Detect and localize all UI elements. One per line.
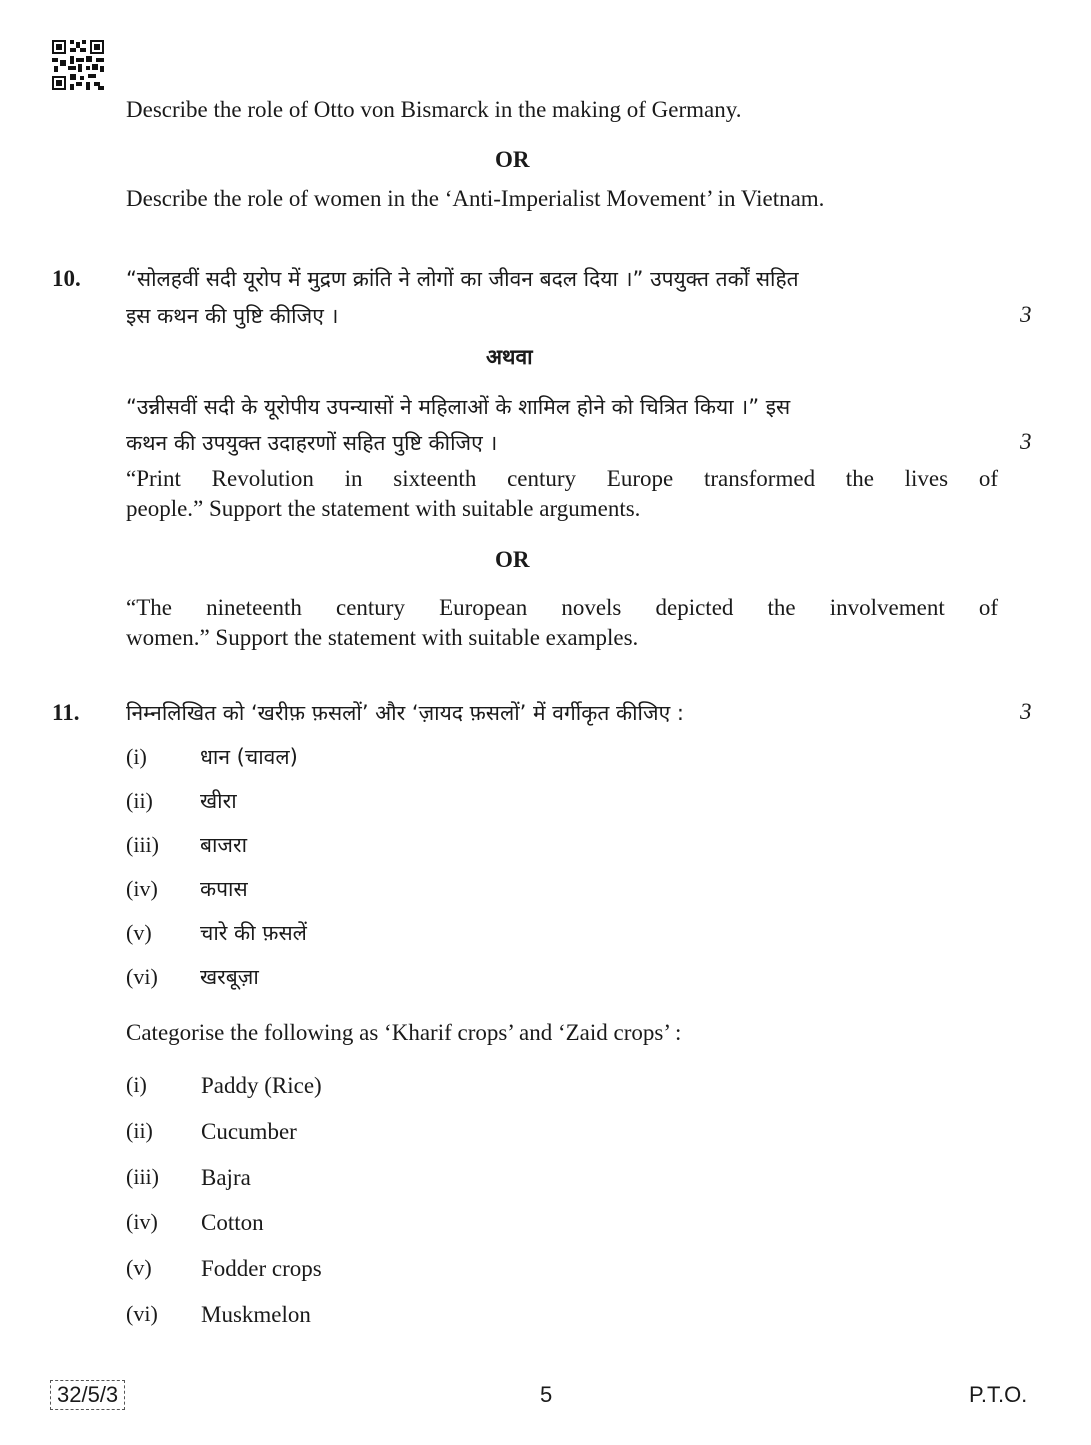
hindi-item-label: (i): [126, 744, 147, 769]
q10-marks-alt: 3: [1020, 429, 1032, 454]
q10-hindi-or: अथवा: [486, 345, 533, 369]
hindi-item-text: बाजरा: [200, 833, 248, 857]
english-item-text: Paddy (Rice): [201, 1073, 322, 1098]
hindi-item-text: खरबूज़ा: [200, 965, 259, 989]
page-number: 5: [540, 1382, 553, 1407]
english-item-label: (i): [126, 1072, 147, 1097]
qr-code-icon: [52, 40, 104, 90]
q9-or: OR: [495, 147, 530, 172]
english-item-text: Cucumber: [201, 1119, 297, 1144]
q10-hindi-line2: इस कथन की पुष्टि कीजिए ।: [126, 304, 339, 328]
english-item-text: Cotton: [201, 1210, 264, 1235]
english-item-text: Bajra: [201, 1165, 251, 1190]
q10-or: OR: [495, 547, 530, 572]
q10-english-line1: “Print Revolution in sixteenth century Europe transformed the lives of: [126, 466, 998, 491]
q10-hindi-alt-line2: कथन की उपयुक्त उदाहरणों सहित पुष्टि कीजिए ।: [126, 431, 498, 455]
english-item-label: (vi): [126, 1301, 158, 1326]
english-item-label: (v): [126, 1255, 152, 1280]
hindi-item-label: (iv): [126, 876, 158, 901]
q10-number: 10.: [52, 266, 81, 291]
english-item-text: Muskmelon: [201, 1302, 311, 1327]
pto-label: P.T.O.: [969, 1382, 1028, 1407]
hindi-item-text: धान (चावल): [200, 745, 298, 769]
hindi-item-label: (iii): [126, 832, 159, 857]
q11-number: 11.: [52, 700, 80, 725]
hindi-item-text: खीरा: [200, 789, 237, 813]
q10-english-line2: people.” Support the statement with suitable arguments.: [126, 496, 641, 521]
paper-code: 32/5/3: [50, 1380, 125, 1410]
q9-question: Describe the role of Otto von Bismarck in the making of Germany.: [126, 97, 742, 122]
q9-alt-question: Describe the role of women in the ‘Anti-Imperialist Movement’ in Vietnam.: [126, 186, 825, 211]
q11-marks: 3: [1020, 699, 1032, 724]
english-item-text: Fodder crops: [201, 1256, 322, 1281]
q10-hindi-line1: “सोलहवीं सदी यूरोप में मुद्रण क्रांति ने लोगों का जीवन बदल दिया ।” उपयुक्त तर्कों सहित: [126, 267, 799, 291]
q11-english-prompt: Categorise the following as ‘Kharif crops’ and ‘Zaid crops’ :: [126, 1020, 682, 1045]
q10-hindi-alt-line1: “उन्नीसवीं सदी के यूरोपीय उपन्यासों ने महिलाओं के शामिल होने को चित्रित किया ।” इस: [126, 395, 791, 419]
q10-english-alt-line2: women.” Support the statement with suitable examples.: [126, 625, 639, 650]
q11-hindi-prompt: निम्नलिखित को ‘खरीफ़ फ़सलों’ और ‘ज़ायद फ़सलों’ में वर्गीकृत कीजिए :: [126, 701, 684, 725]
qr-code: [52, 40, 104, 90]
english-item-label: (iii): [126, 1164, 159, 1189]
hindi-item-text: चारे की फ़सलें: [200, 921, 307, 945]
english-item-label: (iv): [126, 1209, 158, 1234]
hindi-item-text: कपास: [200, 877, 248, 901]
hindi-item-label: (v): [126, 920, 152, 945]
hindi-item-label: (ii): [126, 788, 153, 813]
q10-marks: 3: [1020, 302, 1032, 327]
hindi-item-label: (vi): [126, 964, 158, 989]
english-item-label: (ii): [126, 1118, 153, 1143]
q10-english-alt-line1: “The nineteenth century European novels depicted the involvement of: [126, 595, 998, 620]
